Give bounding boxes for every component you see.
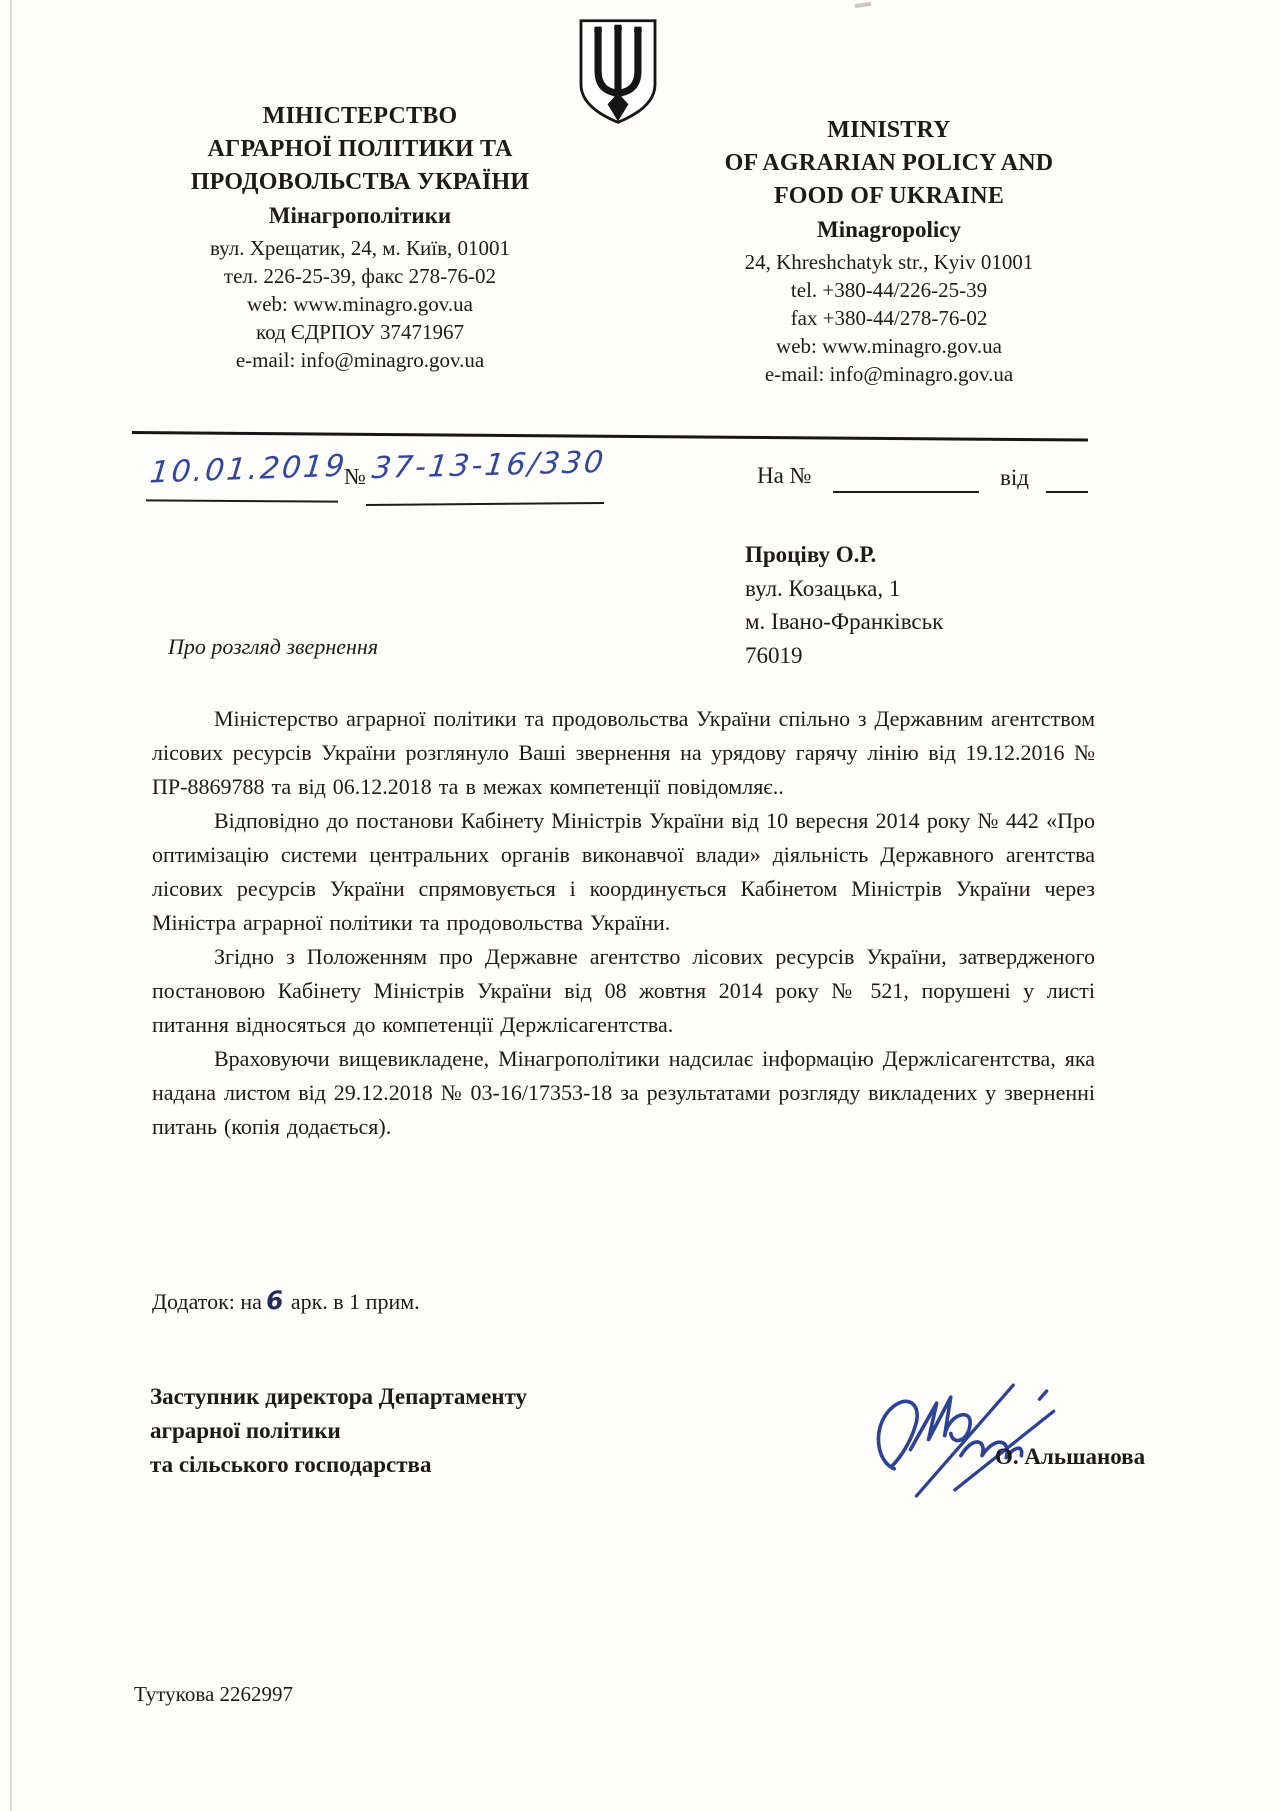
ministry-title-line: FOOD OF UKRAINE [773,183,1005,209]
fax-line: fax +380-44/278-76-02 [790,306,988,330]
edrpou-code-line: код ЄДРПОУ 37471967 [255,320,465,344]
ministry-title-line: АГРАРНОЇ ПОЛІТИКИ ТА [207,136,513,162]
ministry-header-ukrainian [138,100,582,374]
email-line: e-mail: info@minagro.gov.ua [764,362,1014,386]
ministry-short-name: Мінагрополітики [268,203,452,228]
attachment-prefix: Додаток: на [152,1289,262,1314]
letter-body [152,702,1095,1144]
body-paragraph: Згідно з Положенням про Державне агентство лісових ресурсів України, затвердженого постановою Кабінету Міністрів України від 08 жовтня 2014 року № 521, порушені у листі питання відносяться до компетенції Держлісагентства. [152,944,1095,1037]
signer-name: О. Альшанова [995,1444,1146,1469]
ministry-title-line: ПРОДОВОЛЬСТВА УКРАЇНИ [190,169,530,195]
recipient-city: м. Івано-Франківськ [745,609,944,634]
attachment-note [152,1286,420,1315]
signer-position-block [150,1380,527,1482]
handwritten-date: 10.01.2019 [148,448,349,491]
number-underline [366,502,604,506]
handwritten-signature [862,1370,1094,1508]
ministry-short-name: Minagropolicy [817,217,961,242]
recipient-postal-code: 76019 [745,642,803,668]
address-line: вул. Хрещатик, 24, м. Київ, 01001 [209,236,511,260]
signer-position-line: аграрної політики [150,1418,341,1443]
handwritten-page-count: 6 [264,1285,285,1316]
date-underline [146,499,338,502]
coat-of-arms-ukraine-icon [574,16,662,128]
signer-position-line: та сільського господарства [150,1452,432,1477]
scan-edge-artifact [10,0,12,1811]
signer-position-line: Заступник директора Департаменту [150,1384,528,1409]
website-line: web: www.minagro.gov.ua [776,334,1002,358]
ministry-title-line: OF AGRARIAN POLICY AND [724,150,1054,176]
website-line: web: www.minagro.gov.ua [247,292,473,316]
address-line: 24, Khreshchatyk str., Kyiv 01001 [744,250,1034,274]
executor-contact: Тутукова 2262997 [134,1682,294,1706]
body-paragraph: Відповідно до постанови Кабінету Міністрів України від 10 вересня 2014 року № 442 «Про оптимізацію системи центральних органів виконавчої влади» діяльність Державного агентства лісових ресурсів України спрямовується і координується Кабінетом Міністрів України через Міністра аграрної політики та продовольства України. [152,808,1095,935]
recipient-block [745,538,943,672]
reply-from-date-label: від [1000,465,1029,490]
email-line: e-mail: info@minagro.gov.ua [235,348,485,372]
body-paragraph: Міністерство аграрної політики та продовольства України спільно з Державним агентством лісових ресурсів України розглянуло Ваші звернення на урядову гарячу лінію від 19.12.2016 № ПР-8869788 та від 06.12.2018 та в межах компетенції повідомляє.. [152,706,1095,799]
body-paragraph: Враховуючи вищевикладене, Мінагрополітики надсилає інформацію Держлісагентства, яка надана листом від 29.12.2018 № 03-16/17353-18 за результатами розгляду викладених у зверненні питань (копія додається). [152,1046,1095,1139]
handwritten-outgoing-number: 37-13-16/330 [370,444,608,487]
reply-date-blank-line [1046,491,1088,493]
header-divider [132,431,1088,442]
phone-fax-line: тел. 226-25-39, факс 278-76-02 [223,264,497,288]
ministry-header-english [688,114,1090,388]
attachment-suffix: арк. в 1 прим. [290,1289,420,1314]
reply-to-number-label: На № [757,463,812,488]
scan-mark-artifact [855,2,871,8]
reply-number-blank-line [833,491,979,493]
letter-subject: Про розгляд звернення [168,634,379,659]
phone-line: tel. +380-44/226-25-39 [790,278,988,302]
ministry-title-line: МІНІСТЕРСТВО [262,103,458,129]
recipient-street: вул. Козацька, 1 [745,575,901,601]
number-sign-label: № [344,464,366,489]
recipient-name: Проціву О.Р. [745,542,877,567]
ministry-title-line: MINISTRY [827,117,951,143]
